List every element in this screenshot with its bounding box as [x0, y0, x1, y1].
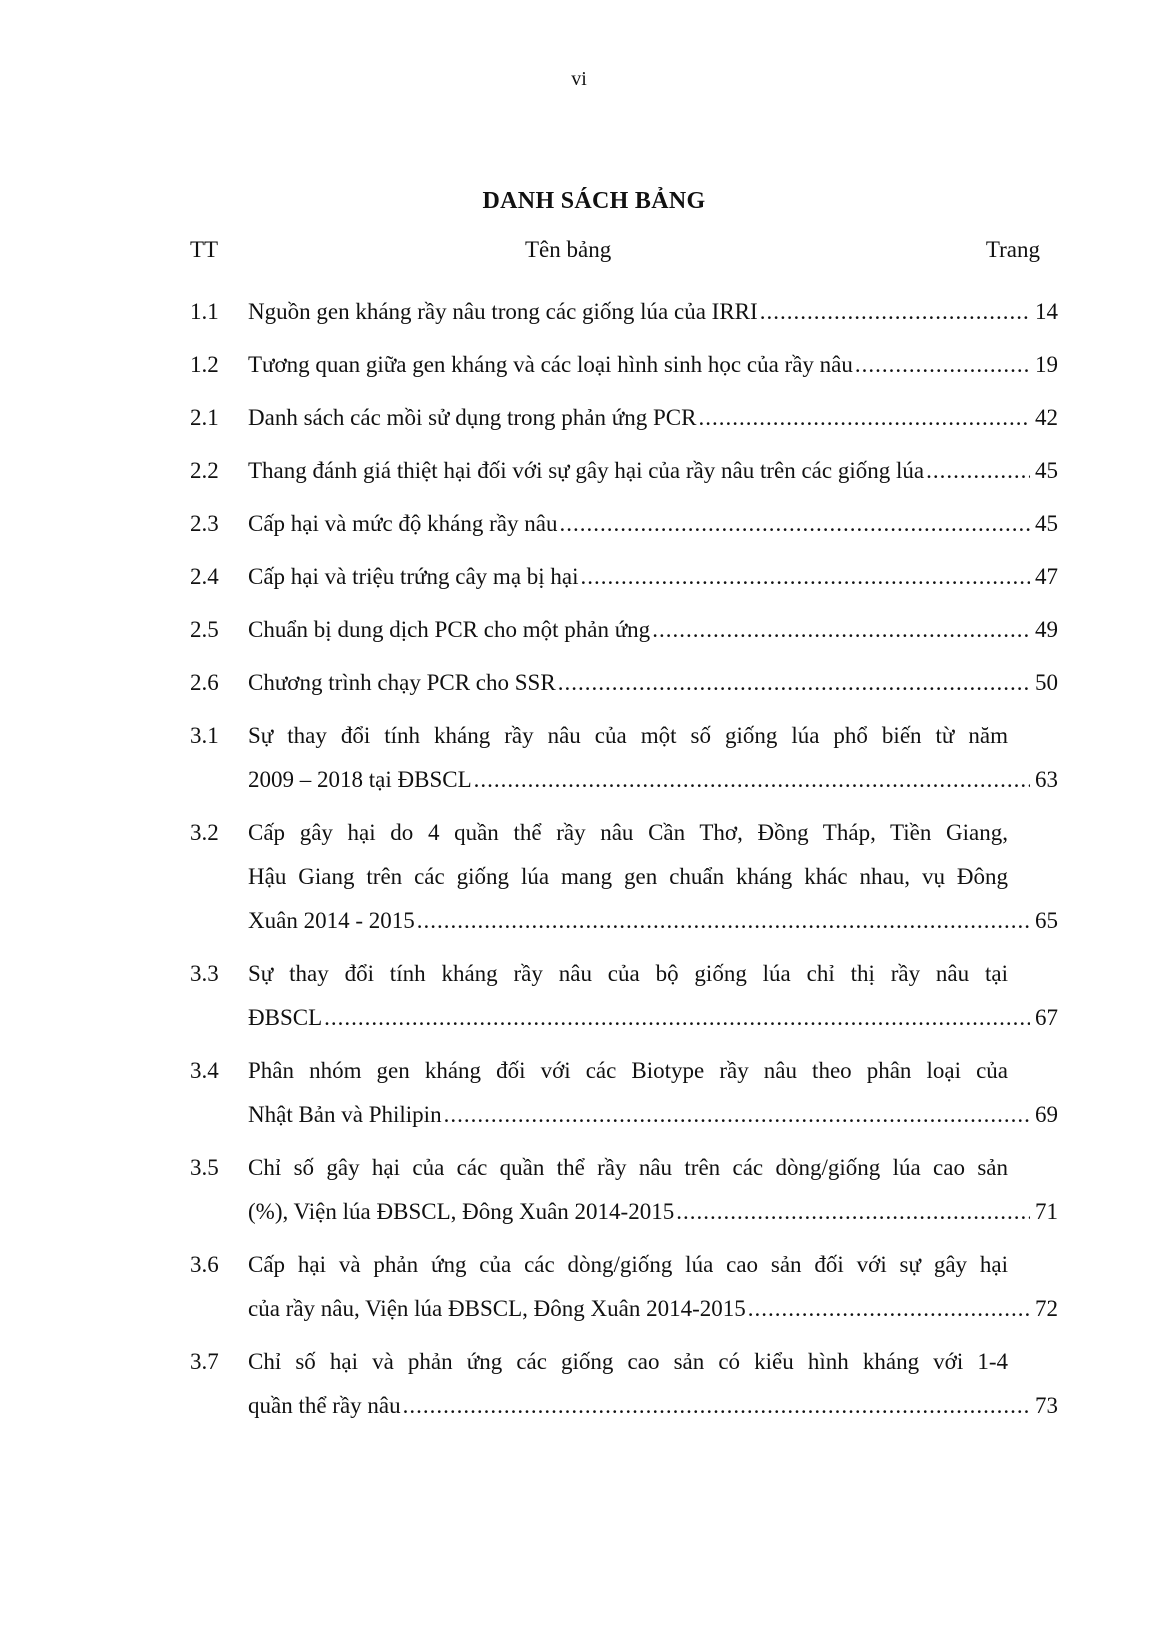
entry-page: 45: [1035, 458, 1058, 483]
entry-title: Chuẩn bị dung dịch PCR cho một phản ứng: [248, 617, 651, 642]
entry-number: 3.5: [190, 1155, 219, 1180]
table-entry[interactable]: [190, 811, 1058, 943]
dot-leader: [698, 396, 1030, 440]
dot-leader: [581, 555, 1030, 599]
header-name: Tên bảng: [525, 237, 612, 262]
table-entry[interactable]: [190, 1049, 1058, 1137]
dot-leader: [559, 502, 1030, 546]
entry-page: 49: [1035, 617, 1058, 642]
table-entry[interactable]: [190, 1146, 1058, 1234]
entry-page: 45: [1035, 511, 1058, 536]
dot-leader: [558, 661, 1030, 705]
entry-page: 14: [1035, 299, 1058, 324]
entry-number: 3.4: [190, 1058, 219, 1083]
entry-title: của rầy nâu, Viện lúa ĐBSCL, Đông Xuân 2014-2015: [248, 1296, 746, 1321]
table-entry[interactable]: [190, 1340, 1058, 1428]
dot-leader: [748, 1287, 1030, 1331]
dot-leader: [444, 1093, 1030, 1137]
entry-number: 2.4: [190, 564, 219, 589]
table-entry[interactable]: [190, 290, 1058, 334]
entry-title: Nguồn gen kháng rầy nâu trong các giống lúa của IRRI: [248, 299, 758, 324]
entry-title-line: Cấp hại và phản ứng của các dòng/giống lúa cao sản đối với sự gây hại: [248, 1252, 1008, 1277]
dot-leader: [474, 758, 1030, 802]
entry-number: 2.3: [190, 511, 219, 536]
entry-title: Cấp hại và triệu trứng cây mạ bị hại: [248, 564, 579, 589]
entry-title: Chương trình chạy PCR cho SSR: [248, 670, 556, 695]
dot-leader: [652, 608, 1030, 652]
entry-number: 2.1: [190, 405, 219, 430]
table-list: [190, 290, 1058, 1437]
page-title: DANH SÁCH BẢNG: [482, 188, 706, 214]
entry-page: 19: [1035, 352, 1058, 377]
entry-page: 47: [1035, 564, 1058, 589]
dot-leader: [760, 290, 1030, 334]
entry-page: 63: [1035, 767, 1058, 792]
table-entry[interactable]: [190, 396, 1058, 440]
table-entry[interactable]: [190, 1243, 1058, 1331]
entry-page: 42: [1035, 405, 1058, 430]
entry-title: ĐBSCL: [248, 1005, 323, 1030]
table-entry[interactable]: [190, 608, 1058, 652]
table-entry[interactable]: [190, 502, 1058, 546]
entry-page: 71: [1035, 1199, 1058, 1224]
entry-title: quần thể rầy nâu: [248, 1393, 401, 1418]
page-number: vi: [571, 68, 587, 90]
entry-title: Nhật Bản và Philipin: [248, 1102, 442, 1127]
entry-number: 3.2: [190, 820, 219, 845]
entry-page: 69: [1035, 1102, 1058, 1127]
entry-number: 3.6: [190, 1252, 219, 1277]
table-header: [190, 237, 1050, 267]
entry-number: 3.3: [190, 961, 219, 986]
dot-leader: [324, 996, 1030, 1040]
entry-number: 1.1: [190, 299, 219, 324]
dot-leader: [676, 1190, 1030, 1234]
entry-page: 73: [1035, 1393, 1058, 1418]
entry-title-line: Sự thay đổi tính kháng rầy nâu của bộ giống lúa chỉ thị rầy nâu tại: [248, 961, 1008, 986]
entry-page: 72: [1035, 1296, 1058, 1321]
entry-title: Xuân 2014 - 2015: [248, 908, 415, 933]
dot-leader: [926, 449, 1030, 493]
table-entry[interactable]: [190, 555, 1058, 599]
entry-number: 2.2: [190, 458, 219, 483]
table-entry[interactable]: [190, 661, 1058, 705]
table-entry[interactable]: [190, 449, 1058, 493]
table-entry[interactable]: [190, 343, 1058, 387]
dot-leader: [417, 899, 1030, 943]
entry-title: Cấp hại và mức độ kháng rầy nâu: [248, 511, 558, 536]
entry-page: 50: [1035, 670, 1058, 695]
dot-leader: [855, 343, 1030, 387]
entry-title-line: Chỉ số hại và phản ứng các giống cao sản có kiểu hình kháng với 1-4: [248, 1349, 1008, 1374]
entry-title: Thang đánh giá thiệt hại đối với sự gây hại của rầy nâu trên các giống lúa: [248, 458, 925, 483]
entry-title: Tương quan giữa gen kháng và các loại hình sinh học của rầy nâu: [248, 352, 853, 377]
entry-number: 3.1: [190, 723, 219, 748]
entry-page: 67: [1035, 1005, 1058, 1030]
table-entry[interactable]: [190, 714, 1058, 802]
entry-title-line: Phân nhóm gen kháng đối với các Biotype rầy nâu theo phân loại của: [248, 1058, 1008, 1083]
entry-page: 65: [1035, 908, 1058, 933]
header-page: Trang: [985, 237, 1040, 262]
entry-number: 2.6: [190, 670, 219, 695]
entry-title: 2009 – 2018 tại ĐBSCL: [248, 767, 472, 792]
entry-title-line: Cấp gây hại do 4 quần thể rầy nâu Cần Thơ, Đồng Tháp, Tiền Giang,: [248, 820, 1008, 845]
header-tt: TT: [190, 237, 219, 262]
entry-title-line: Hậu Giang trên các giống lúa mang gen chuẩn kháng khác nhau, vụ Đông: [248, 864, 1008, 889]
entry-title: Danh sách các mồi sử dụng trong phản ứng PCR: [248, 405, 697, 430]
entry-title-line: Sự thay đổi tính kháng rầy nâu của một số giống lúa phổ biến từ năm: [248, 723, 1008, 748]
entry-number: 1.2: [190, 352, 219, 377]
entry-title-line: Chỉ số gây hại của các quần thể rầy nâu trên các dòng/giống lúa cao sản: [248, 1155, 1008, 1180]
entry-number: 2.5: [190, 617, 219, 642]
entry-title: (%), Viện lúa ĐBSCL, Đông Xuân 2014-2015: [248, 1199, 675, 1224]
table-entry[interactable]: [190, 952, 1058, 1040]
entry-number: 3.7: [190, 1349, 219, 1374]
dot-leader: [403, 1384, 1030, 1428]
